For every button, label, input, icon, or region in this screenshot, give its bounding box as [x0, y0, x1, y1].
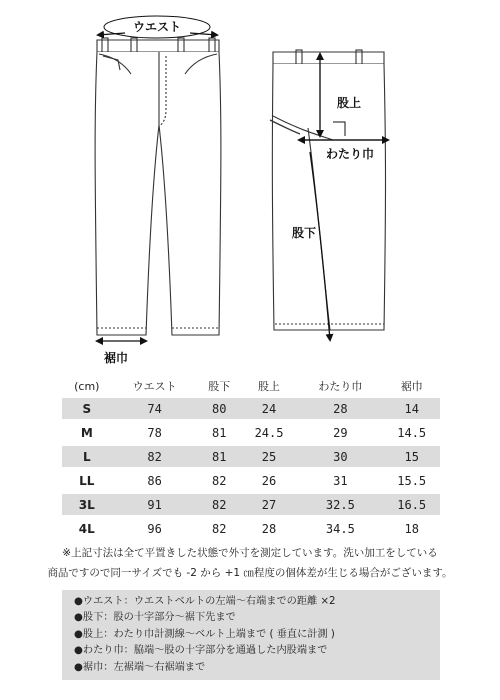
table-cell: 86	[147, 473, 162, 488]
table-cell: 34.5	[325, 521, 355, 536]
guide-item: ●股下：股の十字部分～裾下先まで	[74, 612, 236, 624]
table-cell: 14.5	[397, 425, 427, 440]
table-row	[62, 398, 440, 419]
table-cell: 82	[212, 473, 227, 488]
table-cell: 24.5	[254, 425, 284, 440]
table-cell: 81	[198, 446, 241, 467]
table-cell: 16.5	[383, 494, 440, 515]
table-cell: 25	[241, 446, 298, 467]
table-cell: 81	[212, 425, 227, 440]
table-header-cell: ウエスト	[132, 380, 177, 393]
size-cell: S	[62, 398, 112, 419]
table-cell: 31	[333, 473, 348, 488]
table-cell: 91	[112, 494, 198, 515]
table-header-cell: 股下	[208, 380, 231, 393]
table-cell: 24	[241, 398, 298, 419]
table-cell: 28	[261, 521, 277, 536]
table-cell: 26	[261, 473, 277, 488]
guide-item: ●ウエスト：ウエストベルトの左端～右端までの距離 ×2	[74, 596, 336, 607]
table-cell: 74	[112, 398, 198, 419]
pants-back-view	[270, 50, 386, 330]
table-row	[62, 446, 440, 467]
table-cell: 78	[147, 425, 162, 440]
thigh-label: わたり巾	[326, 147, 375, 161]
table-header-cell: 裾巾	[400, 380, 423, 393]
table-cell: 80	[198, 398, 241, 419]
rise-label: 股上	[337, 96, 362, 110]
table-cell: 32.5	[297, 494, 383, 515]
table-cell: 82	[112, 446, 198, 467]
table-header-cell: わたり巾	[318, 380, 363, 393]
measurement-guide	[62, 590, 440, 680]
waist-label: ウエスト	[132, 20, 182, 34]
size-cell: 4L	[78, 521, 95, 536]
guide-item: ●股上：わたり巾計測線～ベルト上端まで ( 垂直に計測 )	[74, 628, 335, 640]
note-line: ※上記寸法は全て平置きした状態で外寸を測定しています。洗い加工をしている	[62, 547, 438, 559]
measurement-notes	[0, 543, 500, 583]
table-cell: 27	[241, 494, 298, 515]
table-cell: 30	[297, 446, 383, 467]
inseam-label: 股下	[292, 226, 317, 240]
table-cell: 18	[404, 521, 419, 536]
table-cell: 82	[212, 521, 227, 536]
table-cell: 96	[147, 521, 162, 536]
size-table	[62, 374, 440, 542]
table-header-cell: 股上	[258, 380, 281, 393]
note-line: 商品ですので同一サイズでも -2 から +1 ㎝程度の個体差が生じる場合がございます。	[47, 567, 453, 579]
table-cell: 82	[198, 494, 241, 515]
table-cell: 29	[333, 425, 348, 440]
guide-item: ●裾巾：左裾端～右裾端まで	[74, 661, 206, 673]
guide-item: ●わたり巾：脇端～股の十字部分を通過した内股端まで	[74, 645, 328, 657]
table-cell: 15.5	[397, 473, 427, 488]
table-cell: 15	[383, 446, 440, 467]
table-header-row	[62, 377, 440, 395]
size-cell: LL	[79, 473, 95, 488]
table-row	[62, 470, 440, 491]
table-cell: 14	[383, 398, 440, 419]
pants-front-view	[95, 38, 221, 335]
table-row	[62, 494, 440, 515]
size-cell: M	[80, 425, 93, 440]
hem-label: 裾巾	[104, 351, 129, 365]
size-cell: L	[62, 446, 112, 467]
table-cell: 28	[297, 398, 383, 419]
size-cell: 3L	[62, 494, 112, 515]
table-header-cell: (cm)	[74, 379, 100, 393]
table-row	[62, 422, 440, 443]
table-row	[62, 518, 440, 539]
